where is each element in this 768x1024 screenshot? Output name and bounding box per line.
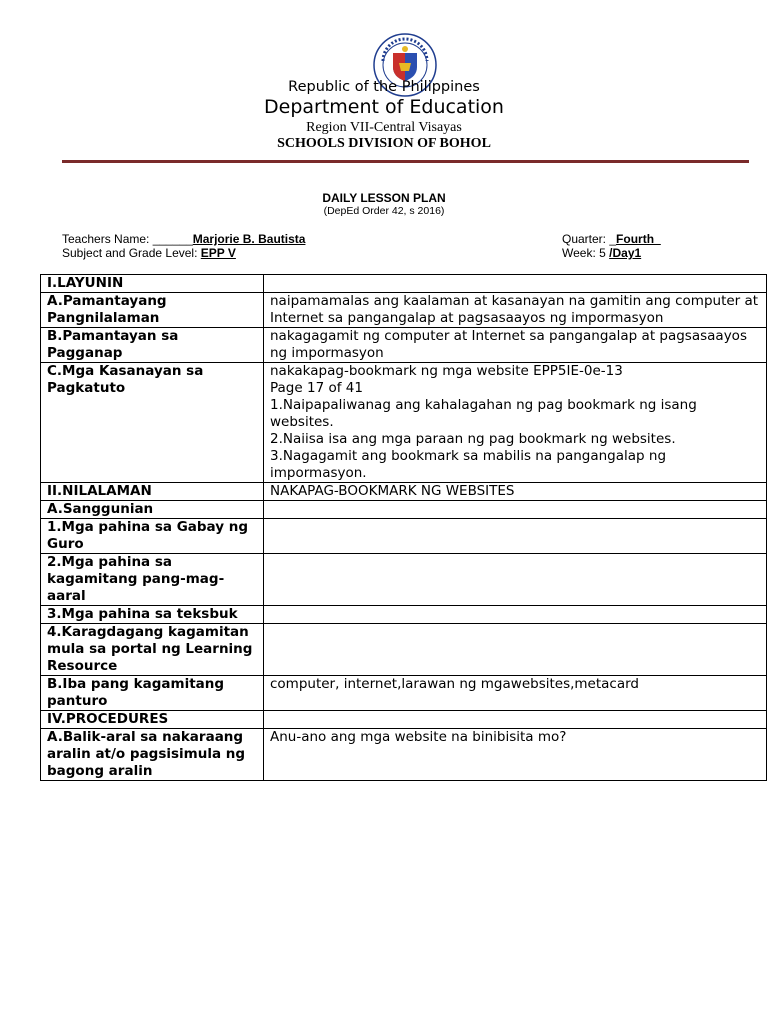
- row-content: [264, 363, 767, 483]
- table-row: [41, 554, 767, 606]
- week-label: Week: 5: [562, 246, 610, 260]
- row-label: C.Mga Kasanayan sa Pagkatuto: [41, 363, 264, 483]
- row-label: A.Sanggunian: [41, 501, 264, 519]
- content-line: Page 17 of 41: [270, 380, 363, 396]
- row-label: A.Pamantayang Pangnilalaman: [41, 293, 264, 328]
- content-line: 3.Nagagamit ang bookmark sa mabilis na pangangalap ng impormasyon.: [270, 448, 667, 481]
- row-label: B.Iba pang kagamitang panturo: [41, 676, 264, 711]
- quarter-field: [562, 232, 661, 246]
- content-line: 1.Naipapaliwanag ang kahalagahan ng pag bookmark ng isang websites.: [270, 397, 697, 430]
- document-subtitle: (DepEd Order 42, s 2016): [323, 205, 445, 217]
- table-row: [41, 606, 767, 624]
- row-content: [264, 729, 767, 781]
- header-rule: [62, 160, 749, 163]
- subject-label: Subject and Grade Level:: [62, 246, 201, 260]
- quarter-value: Fourth_: [616, 232, 661, 246]
- row-label: 4.Karagdagang kagamitan mula sa portal ng Learning Resource: [41, 624, 264, 676]
- row-content: [264, 554, 767, 606]
- table-row: [41, 624, 767, 676]
- table-row: [41, 676, 767, 711]
- table-row: [41, 483, 767, 501]
- table-row: [41, 501, 767, 519]
- row-label: A.Balik-aral sa nakaraang aralin at/o pagsisimula ng bagong aralin: [41, 729, 264, 781]
- week-value: /Day1: [609, 246, 642, 260]
- content-line: Anu-ano ang mga website na binibisita mo?: [270, 729, 567, 745]
- teacher-label: Teachers Name: ______: [62, 232, 193, 246]
- content-line: 2.Naiisa isa ang mga paraan ng pag bookmark ng websites.: [270, 431, 676, 447]
- table-row: [41, 275, 767, 293]
- row-content: [264, 293, 767, 328]
- row-label: 2.Mga pahina sa kagamitang pang-mag-aaral: [41, 554, 264, 606]
- republic-heading: Republic of the Philippines: [288, 79, 480, 95]
- row-label: B.Pamantayan sa Pagganap: [41, 328, 264, 363]
- row-content: [264, 483, 767, 501]
- content-line: computer, internet,larawan ng mgawebsites,metacard: [270, 676, 639, 692]
- row-label: 1.Mga pahina sa Gabay ng Guro: [41, 519, 264, 554]
- region-heading: Region VII-Central Visayas: [306, 120, 462, 135]
- subject-grade-field: [62, 246, 236, 260]
- row-label: II.NILALAMAN: [41, 483, 264, 501]
- row-content: [264, 501, 767, 519]
- row-content: [264, 606, 767, 624]
- row-content: [264, 519, 767, 554]
- content-line: naipamamalas ang kaalaman at kasanayan na gamitin ang computer at Internet sa pangangalap at pagsasaayos ng impormasyon: [270, 293, 759, 326]
- row-label: IV.PROCEDURES: [41, 711, 264, 729]
- row-content: [264, 711, 767, 729]
- table-row: [41, 293, 767, 328]
- table-row: [41, 519, 767, 554]
- lesson-plan-table: [40, 274, 767, 781]
- table-row: [41, 729, 767, 781]
- table-row: [41, 711, 767, 729]
- row-content: [264, 676, 767, 711]
- table-row: [41, 363, 767, 483]
- row-content: [264, 275, 767, 293]
- row-content: [264, 624, 767, 676]
- teacher-name-field: [62, 232, 305, 246]
- row-label: I.LAYUNIN: [41, 275, 264, 293]
- division-heading: SCHOOLS DIVISION OF BOHOL: [277, 136, 491, 151]
- content-line: NAKAPAG-BOOKMARK NG WEBSITES: [270, 483, 515, 499]
- table-row: [41, 328, 767, 363]
- document-title: DAILY LESSON PLAN: [322, 191, 446, 205]
- row-label: 3.Mga pahina sa teksbuk: [41, 606, 264, 624]
- subject-value: EPP V: [200, 246, 236, 260]
- content-line: nakakapag-bookmark ng mga website EPP5IE-0e-13: [270, 363, 623, 379]
- content-line: nakagagamit ng computer at Internet sa pangangalap at pagsasaayos ng impormasyon: [270, 328, 747, 361]
- teacher-value: Marjorie B. Bautista: [192, 232, 306, 246]
- department-heading: Department of Education: [264, 96, 504, 118]
- week-field: [562, 246, 641, 260]
- quarter-label: Quarter: _: [562, 232, 617, 246]
- row-content: [264, 328, 767, 363]
